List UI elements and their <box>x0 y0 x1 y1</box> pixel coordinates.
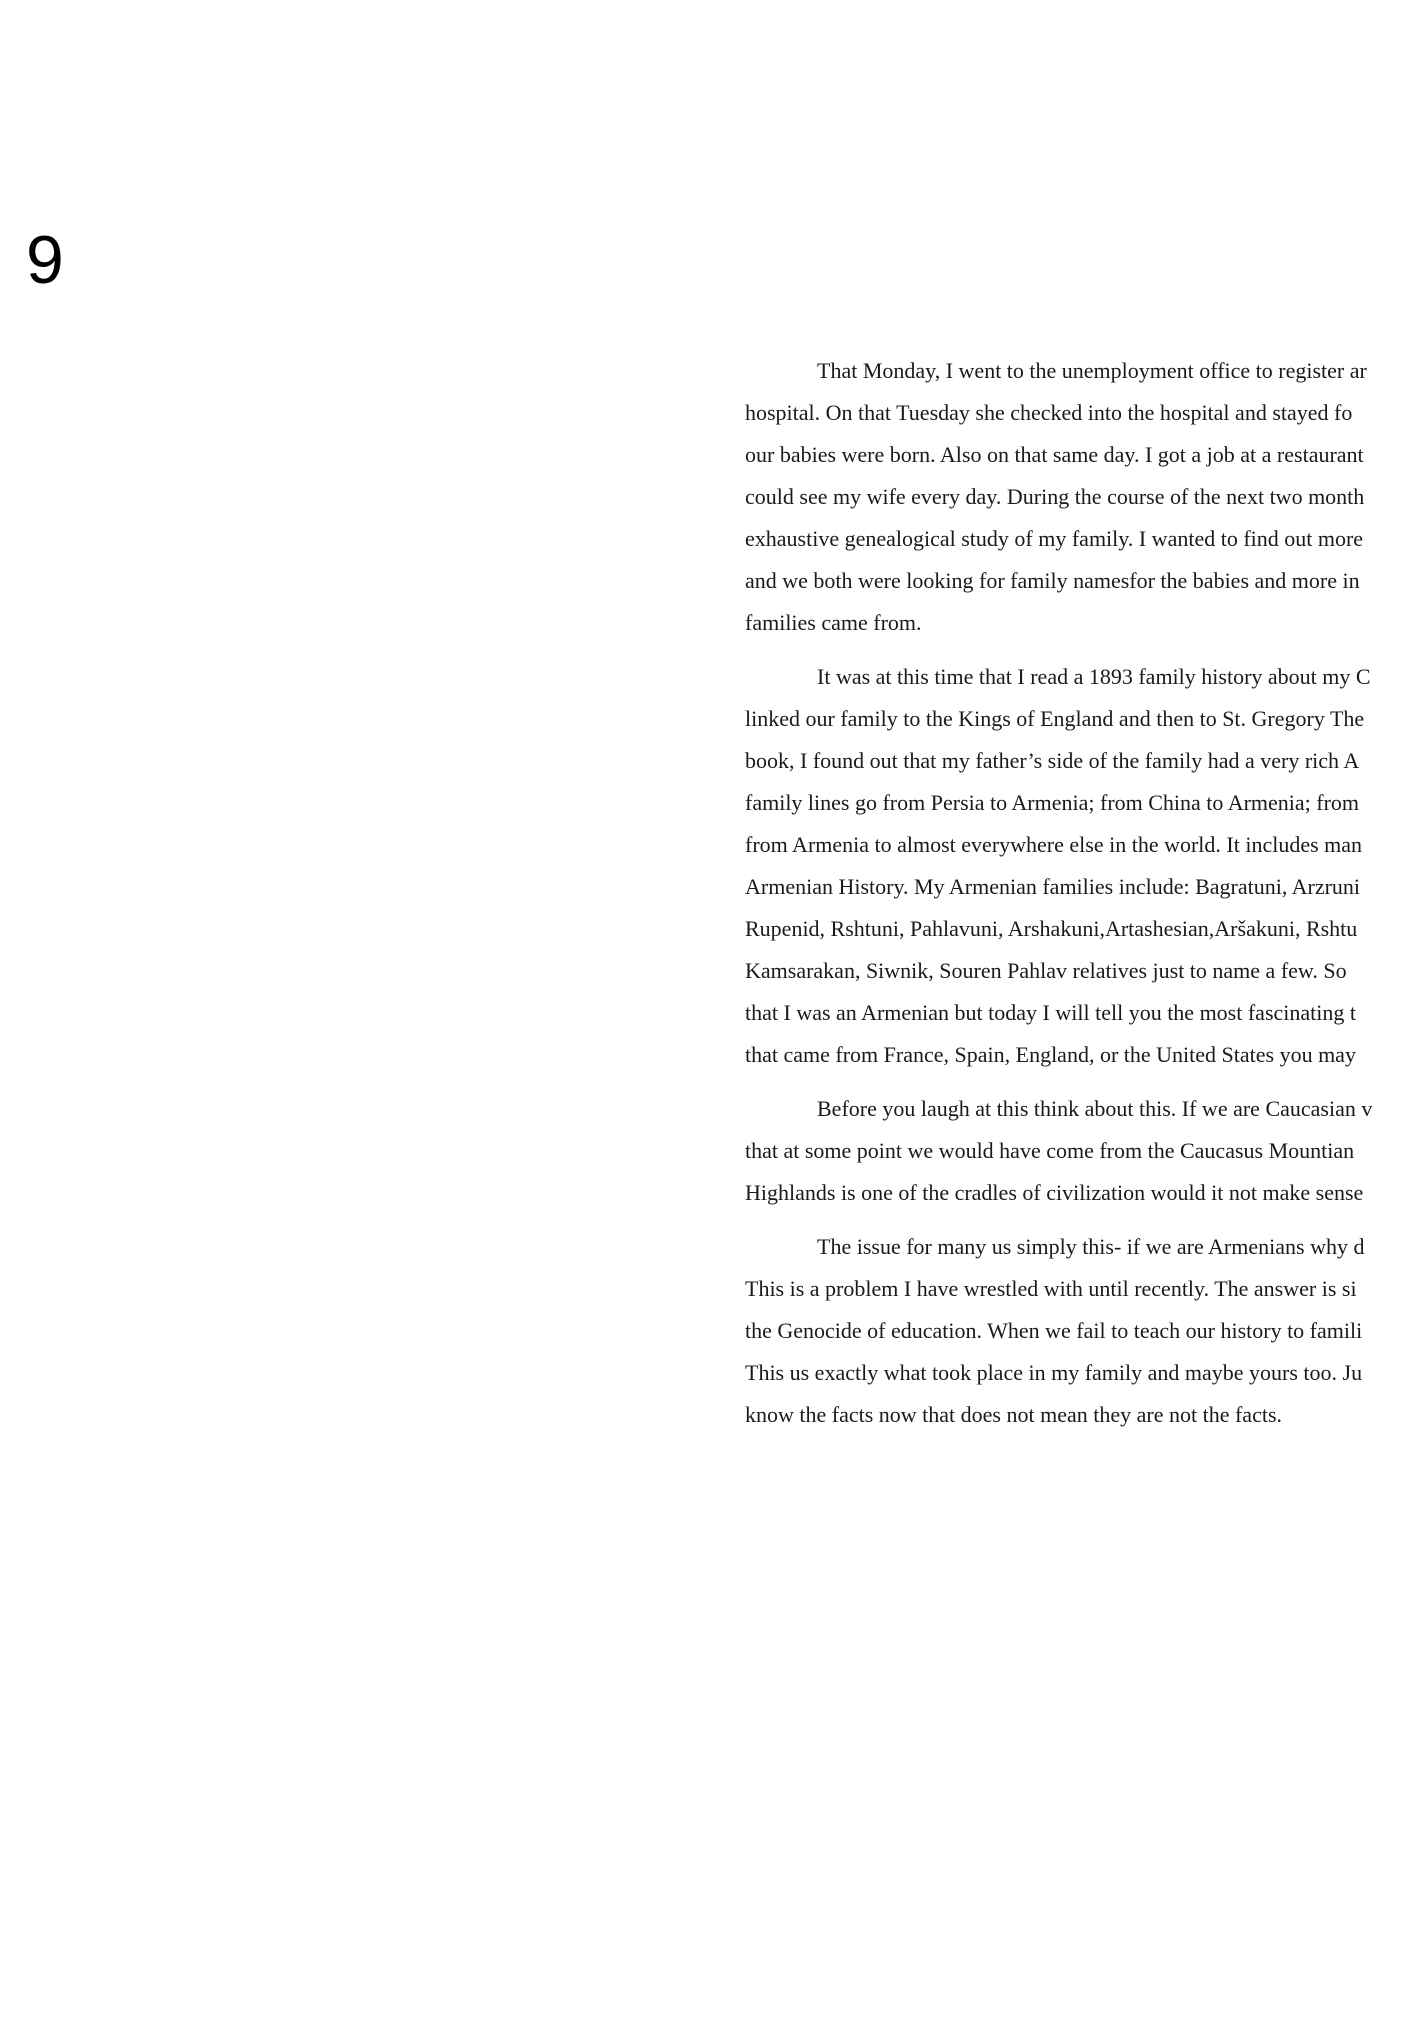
text-line: and we both were looking for family namesfor the babies and more in <box>745 568 1360 593</box>
text-line: exhaustive genealogical study of my family. I wanted to find out more <box>745 526 1364 551</box>
text-line: Kamsarakan, Siwnik, Souren Pahlav relatives just to name a few. So <box>745 958 1347 983</box>
text-line: could see my wife every day. During the course of the next two month <box>745 484 1365 509</box>
page-number: 9 <box>26 222 64 298</box>
text-line: Rupenid, Rshtuni, Pahlavuni, Arshakuni,Artashesian,Aršakuni, Rshtu <box>745 916 1358 941</box>
text-line: hospital. On that Tuesday she checked into the hospital and stayed fo <box>745 400 1353 425</box>
text-line: the Genocide of education. When we fail to teach our history to famili <box>745 1318 1363 1343</box>
text-line: It was at this time that I read a 1893 family history about my C <box>817 664 1371 689</box>
text-line: This us exactly what took place in my family and maybe yours too. Ju <box>745 1360 1363 1385</box>
text-line: family lines go from Persia to Armenia; from China to Armenia; from <box>745 790 1360 815</box>
paragraph <box>745 656 1428 1076</box>
text-line: The issue for many us simply this- if we are Armenians why d <box>817 1234 1365 1259</box>
body-text <box>745 350 1428 1448</box>
paragraph <box>745 1088 1428 1214</box>
text-line: that I was an Armenian but today I will tell you the most fascinating t <box>745 1000 1356 1025</box>
text-line: book, I found out that my father’s side of the family had a very rich A <box>745 748 1360 773</box>
text-line: know the facts now that does not mean they are not the facts. <box>745 1402 1283 1427</box>
text-line: Armenian History. My Armenian families include: Bagratuni, Arzruni <box>745 874 1361 899</box>
text-line: That Monday, I went to the unemployment office to register ar <box>817 358 1367 383</box>
text-line: linked our family to the Kings of England and then to St. Gregory The <box>745 706 1365 731</box>
text-line: Before you laugh at this think about this. If we are Caucasian v <box>817 1096 1373 1121</box>
text-line: from Armenia to almost everywhere else in the world. It includes man <box>745 832 1363 857</box>
text-line: our babies were born. Also on that same day. I got a job at a restaurant <box>745 442 1364 467</box>
paragraph <box>745 1226 1428 1436</box>
text-line: that came from France, Spain, England, or the United States you may <box>745 1042 1356 1067</box>
text-line: Highlands is one of the cradles of civilization would it not make sense <box>745 1180 1364 1205</box>
text-line: This is a problem I have wrestled with until recently. The answer is si <box>745 1276 1357 1301</box>
text-line: families came from. <box>745 610 922 635</box>
paragraph <box>745 350 1428 644</box>
text-line: that at some point we would have come from the Caucasus Mountian <box>745 1138 1355 1163</box>
